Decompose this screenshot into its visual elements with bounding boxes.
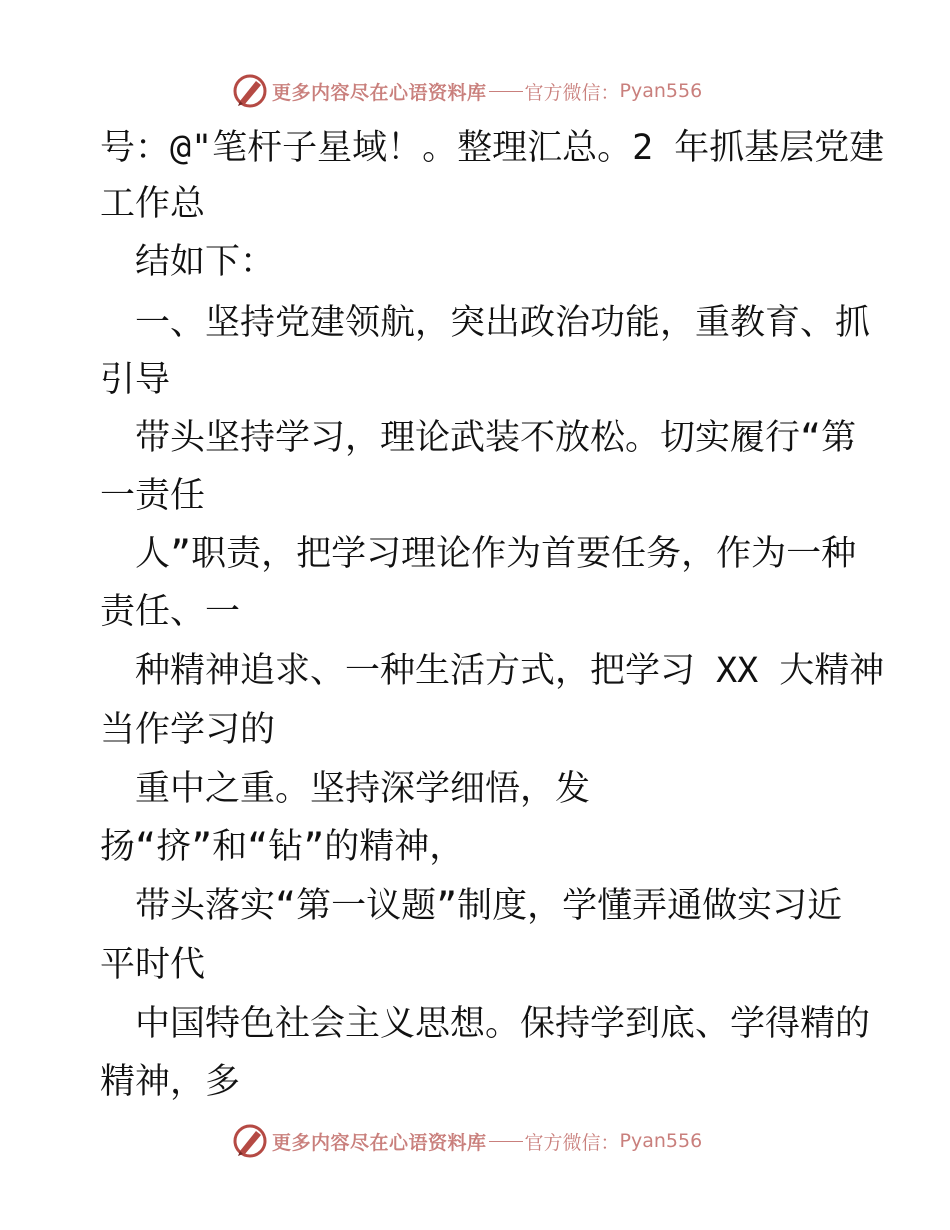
banner-main-text: 更多内容尽在心语资料库 [272, 1131, 487, 1154]
text-line: 引导 [100, 360, 171, 400]
text-line: 一责任 [100, 476, 206, 516]
text-line: 精神，多 [100, 1062, 241, 1102]
pen-logo-icon [232, 1123, 268, 1159]
banner-wechat-label: 官方微信： [524, 1131, 620, 1154]
text-line: 一、坚持党建领航，突出政治功能，重教育、抓 [135, 303, 871, 343]
text-line: 中国特色社会主义思想。保持学到底、学得精的 [135, 1004, 871, 1044]
text-line: 当作学习的 [100, 710, 276, 750]
text-line: 号：@"笔杆子星域！。整理汇总。2 年抓基层党建 [100, 128, 885, 168]
banner-main-text: 更多内容尽在心语资料库 [272, 81, 487, 104]
text-line: 工作总 [100, 184, 206, 224]
text-line: 重中之重。坚持深学细悟，发 [135, 769, 591, 809]
text-line: 带头坚持学习，理论武装不放松。切实履行“第 [135, 418, 857, 458]
footer-banner [232, 1121, 752, 1161]
text-line: 人”职责，把学习理论作为首要任务，作为一种 [135, 534, 857, 574]
header-banner [232, 71, 752, 111]
text-line: 结如下： [135, 242, 276, 282]
text-line: 种精神追求、一种生活方式，把学习 XX 大精神 [135, 651, 885, 691]
text-line: 责任、一 [100, 592, 241, 632]
banner-wechat-label: 官方微信： [524, 81, 620, 104]
banner-dash [489, 91, 523, 92]
text-line: 平时代 [100, 945, 206, 985]
text-line: 带头落实“第一议题”制度，学懂弄通做实习近 [135, 886, 843, 926]
banner-dash [489, 1141, 523, 1142]
banner-wechat-id: Pyan556 [619, 1130, 703, 1152]
banner-wechat-id: Pyan556 [619, 80, 703, 102]
pen-logo-icon [232, 73, 268, 109]
text-line: 扬“挤”和“钻”的精神， [100, 827, 465, 867]
